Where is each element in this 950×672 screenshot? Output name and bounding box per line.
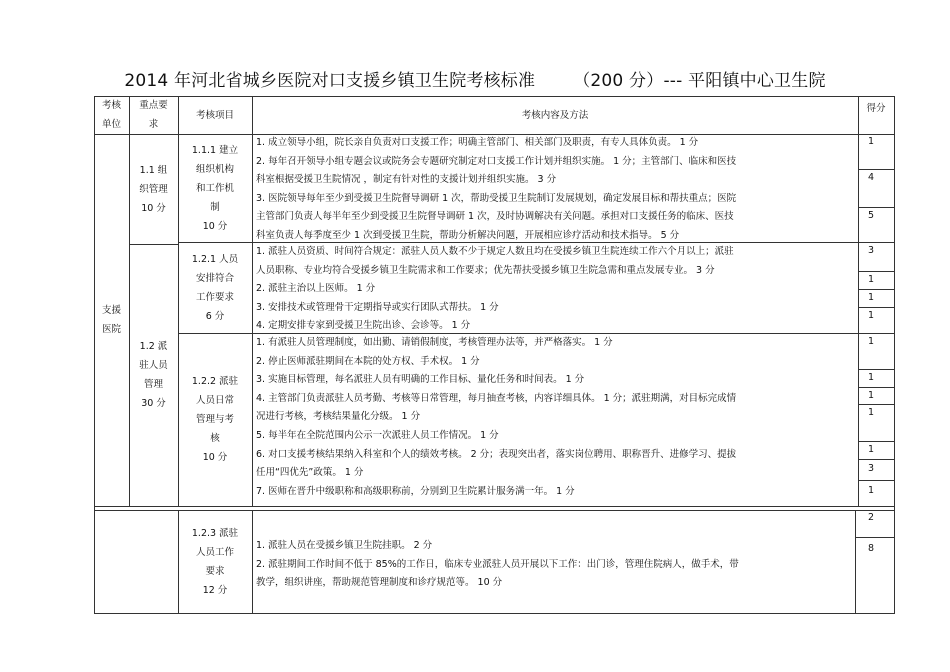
score-cell: 1	[867, 292, 875, 303]
unit-support-hospital: 支援 医院	[101, 305, 121, 335]
score-cell: 5	[867, 210, 875, 221]
score-cell: 1	[867, 407, 875, 418]
title-total-score: （200 分）--- 平阳镇中心卫生院	[573, 71, 826, 91]
score-cell: 1	[867, 372, 875, 383]
item-1-2-3: 1.2.3 派驻 人员工作 要求 12 分	[191, 527, 239, 596]
header-item: 考核项目	[195, 109, 234, 121]
score-cell: 3	[867, 463, 875, 474]
content-1-1-1: 1. 成立领导小组，院长亲自负责对口支援工作；明确主管部门、相关部门及职责，有专人具体负责。 1 分 2. 每年召开领导小组专题会议或院务会专题研究制定对口支援工作计划并组织实施。 1 分；主管部门、临床和医技 科室根据受援卫生院情况 ，制定有针对性的支援计划并组织实施。 3 分 3. 医院领导每年至少到受援卫生院督导调研 1 次，帮助受援卫生院制订发展规划，确定发展目标和帮扶重点；医院 主管部门负责人每半年至少到受援卫生院督导调研 1 次，及时协调解决有关问题。承担对口支援任务的临床、医技 科室负责人每季度至少 1 次到受援卫生院，帮助分析解决问题，开展相应诊疗活动和技术指导。 5 分	[256, 137, 737, 241]
content-1-2-3: 1. 派驻人员在受援乡镇卫生院挂职。 2 分 2. 派驻期间工作时间不低于 85%的工作日，临床专业派驻人员开展以下工作：出门诊，管理住院病人，做手术，带 教学，组织讲座，帮助规范管理制度和诊疗规范等。 10 分	[256, 540, 739, 589]
key-point-staff-management: 1.2 派 驻人员 管理 30 分	[139, 341, 168, 409]
score-cell: 1	[867, 444, 875, 455]
title-main: 2014 年河北省城乡医院对口支援乡镇卫生院考核标准	[124, 71, 536, 91]
score-cell: 1	[867, 390, 875, 401]
score-cell: 1	[867, 336, 875, 347]
header-score: 得分	[866, 103, 886, 114]
score-cell: 4	[867, 172, 875, 183]
item-1-2-2: 1.2.2 派驻 人员日常 管理与考 核 10 分	[191, 376, 239, 463]
score-cell: 1	[867, 310, 875, 321]
item-1-2-1: 1.2.1 人员 安排符合 工作要求 6 分	[191, 253, 239, 322]
score-cell: 3	[867, 245, 875, 256]
score-cell: 2	[867, 512, 875, 523]
content-1-2-2: 1. 有派驻人员管理制度，如出勤、请销假制度，考核管理办法等，并严格落实。 1 分 2. 停止医师派驻期间在本院的处方权、手术权。 1 分 3. 实施目标管理，每名派驻人员有明确的工作目标、量化任务和时间表。 1 分 4. 主管部门负责派驻人员考勤、考核等日常管理，每月抽查考核，内容详细具体。 1 分；派驻期满，对目标完成情 况进行考核，考核结果量化分级。 1 分 5. 每半年在全院范围内公示一次派驻人员工作情况。 1 分 6. 对口支援考核结果纳入科室和个人的绩效考核。 2 分；表现突出者，落实岗位聘用、职称晋升、进修学习、提拔 任用“四优先”政策。 1 分 7. 医师在晋升中级职称和高级职称前，分别到卫生院累计服务满一年。 1 分	[256, 337, 737, 497]
score-cell: 8	[867, 543, 875, 554]
score-cell: 1	[867, 274, 875, 285]
score-cell: 1	[867, 485, 875, 496]
score-cell: 1	[867, 136, 875, 147]
header-unit: 考核 单位	[101, 100, 121, 130]
header-content: 考核内容及方法	[521, 109, 589, 121]
key-point-organization: 1.1 组 织管理 10 分	[139, 164, 168, 214]
content-1-2-1: 1. 派驻人员资质、时间符合规定：派驻人员人数不少于规定人数且均在受援乡镇卫生院连续工作六个月以上；派驻 人员职称、专业均符合受援乡镇卫生院需求和工作要求；优先帮扶受援乡镇卫生院急需和重点发展专业。 3 分 2. 派驻主治以上医师。 1 分 3. 安排技术或管理骨干定期指导或实行团队式帮扶。 1 分 4. 定期安排专家到受援卫生院出诊、会诊等。 1 分	[256, 246, 734, 332]
item-1-1-1: 1.1.1 建立 组织机构 和工作机 制 10 分	[191, 144, 239, 232]
header-key-point: 重点要 求	[139, 100, 168, 130]
